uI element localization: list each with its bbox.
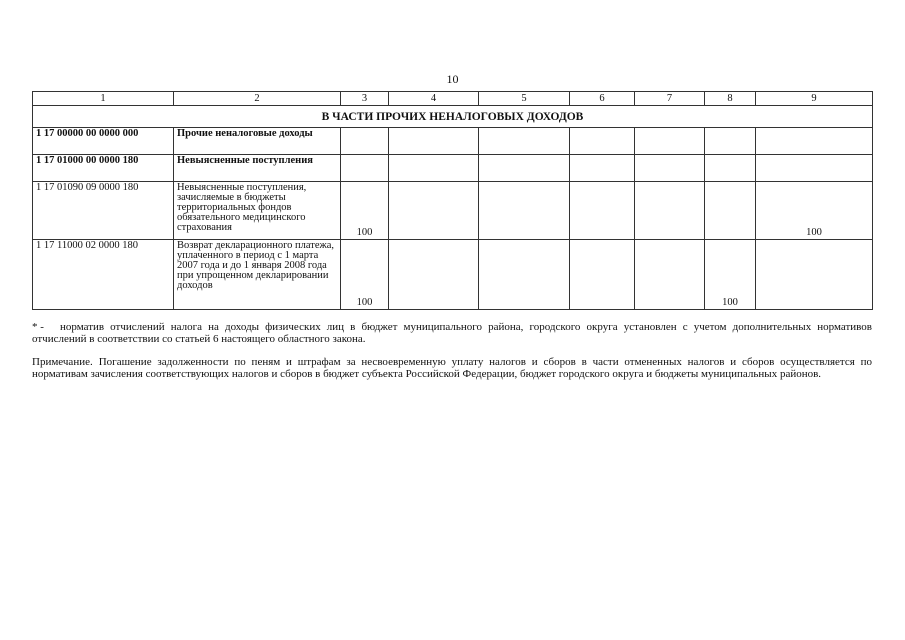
value-cell [756,155,873,182]
section-title: В ЧАСТИ ПРОЧИХ НЕНАЛОГОВЫХ ДОХОДОВ [33,106,873,128]
table-row [33,240,873,310]
column-number: 6 [570,92,635,106]
value-cell [389,155,479,182]
value-cell [389,182,479,240]
revenue-code: 1 17 11000 02 0000 180 [33,240,174,310]
value-cell [756,240,873,310]
value-cell [635,182,705,240]
column-number: 8 [705,92,756,106]
value-cell: 100 [705,240,756,310]
table-row [33,128,873,155]
value-cell [635,155,705,182]
value-cell [570,128,635,155]
revenue-name: Возврат декларационного платежа, уплаченного в период с 1 марта 2007 года и до 1 января 2008 года при упрощенном декларировании доходов [174,240,341,310]
value-cell [389,128,479,155]
revenue-code: 1 17 01090 09 0000 180 [33,182,174,240]
value-cell [635,128,705,155]
column-number: 3 [341,92,389,106]
page-number: 10 [446,72,459,86]
revenue-name: Прочие неналоговые доходы [174,128,341,155]
column-number: 4 [389,92,479,106]
note [32,356,872,380]
revenue-code: 1 17 00000 00 0000 000 [33,128,174,155]
value-cell [635,240,705,310]
value-cell [389,240,479,310]
value-cell: 100 [341,240,389,310]
value-cell [705,155,756,182]
column-number: 7 [635,92,705,106]
value-cell [705,182,756,240]
value-cell [341,128,389,155]
value-cell [756,128,873,155]
value-cell [341,155,389,182]
table-row [33,155,873,182]
footnote-text: норматив отчислений налога на доходы физических лиц в бюджет муниципального района, городского округа установлен с учетом дополнительных нормативов отчислений в соответствии со статьей 6 настоящего областного закона. [32,321,872,345]
footnote-marker: * - [32,321,44,333]
value-cell: 100 [341,182,389,240]
revenue-distribution-table [32,91,873,310]
value-cell: 100 [756,182,873,240]
value-cell [705,128,756,155]
value-cell [479,240,570,310]
value-cell [479,128,570,155]
value-cell [570,182,635,240]
revenue-name: Невыясненные поступления, зачисляемые в бюджеты территориальных фондов обязательного медицинского страхования [174,182,341,240]
footnote [32,321,872,345]
column-number: 1 [33,92,174,106]
note-label: Примечание. [32,356,93,368]
value-cell [570,240,635,310]
table-row [33,182,873,240]
value-cell [570,155,635,182]
column-number: 5 [479,92,570,106]
value-cell [479,182,570,240]
value-cell [479,155,570,182]
column-number-row [33,92,873,106]
revenue-code: 1 17 01000 00 0000 180 [33,155,174,182]
revenue-name: Невыясненные поступления [174,155,341,182]
section-title-row [33,106,873,128]
note-text: Погашение задолженности по пеням и штрафам за несвоевременную уплату налогов и сборов в части отмененных налогов и сборов осуществляется по нормативам зачисления соответствующих налогов и сборов в бюджет субъекта Российской Федерации, бюджет городского округа и бюджеты муниципальных районов. [32,356,872,380]
column-number: 2 [174,92,341,106]
column-number: 9 [756,92,873,106]
